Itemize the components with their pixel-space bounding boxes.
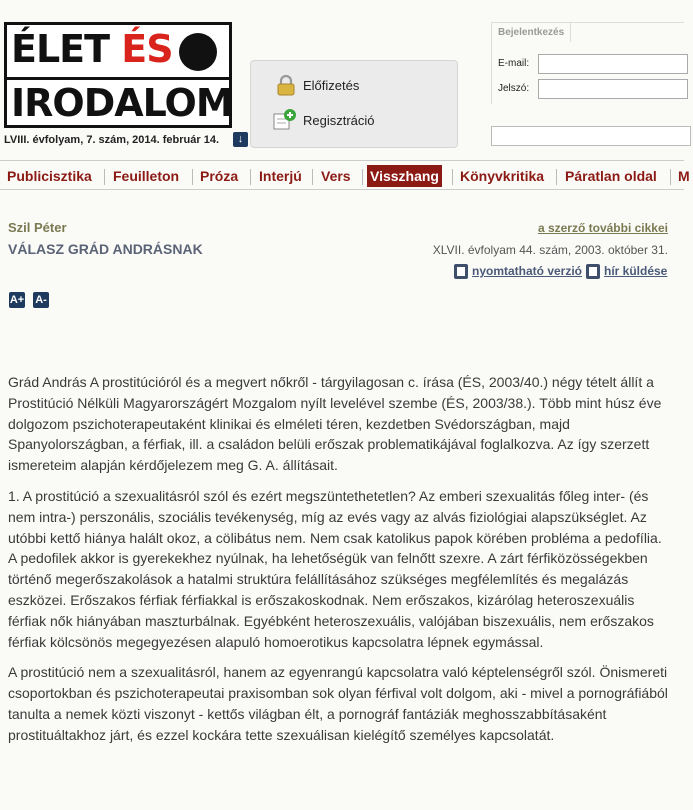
article-paragraph: A prostitúció nem a szexualitásról, hanem az egyenrangú kapcsolatra való képtelenségről szól. Önismereti csoportokban és pszichoterapeutai praxisomban sok olyan férfival volt dolgom, aki - mivel a pornográfiából tanulta a nemek közti viszonyt - kettős világban élt, a pornográf fantáziák meghosszabbításaként prostituáltakhoz járt, és ezzel kockára tette szexuálisan kielégítő személyes kapcsolatát. [8,664,668,743]
subscription-label: Előfizetés [303,78,360,93]
login-tab[interactable]: Bejelentkezés [492,23,571,42]
publication-info: XLVII. évfolyam 44. szám, 2003. október 31. [432,243,668,257]
article-body [8,372,670,756]
print-version-link[interactable]: nyomtatható verzió [472,264,583,278]
main-nav [0,160,690,190]
subscription-box [250,60,458,148]
nav-item-more[interactable]: M [678,168,690,184]
register-icon [273,109,297,131]
font-increase-button[interactable]: A+ [9,294,25,306]
logo-rule [7,77,229,80]
nav-separator [104,169,105,185]
nav-separator [556,169,557,185]
nav-separator [250,169,251,185]
issue-dropdown-arrow-icon[interactable]: ↓ [233,132,248,147]
lock-icon [275,74,297,96]
nav-separator [452,169,453,185]
send-news-link[interactable]: hír küldése [604,264,668,278]
nav-item-visszhang[interactable]: Visszhang [367,165,442,187]
nav-separator [670,169,671,185]
current-issue-label[interactable]: LVIII. évfolyam, 7. szám, 2014. február 14. [4,134,220,146]
logo-word-irodalom: IRODALOM [11,81,233,125]
email-label: E-mail: [498,58,530,69]
password-input[interactable] [538,79,688,99]
login-panel [491,22,684,104]
send-icon[interactable] [586,264,600,279]
password-label: Jelszó: [498,83,530,94]
nav-separator [312,169,313,185]
nav-item-interju[interactable]: Interjú [259,168,302,184]
subscription-link[interactable] [303,78,359,93]
nav-item-paratlan-oldal[interactable]: Páratlan oldal [565,168,657,184]
article-paragraph: Grád András A prostitúcióról és a megvert nőkről - tárgyilagosan c. írása (ÉS, 2003/40.) négy tételt állít a Prostitúció Nélküli Magyarországért Mozgalom nyílt levelével szembe (ÉS, 2003/38.). Több mint húsz éve dolgozom pszichoterapeutaként klinikai és elméleti téren, kezdetben Svédországban, majd Spanyolországban, a férfiak, ill. a családon belüli erőszak problematikájával foglalkozva. Az így szerzett ismereteim alapján kérdőjelezem meg G. A. állításait. [8,374,662,474]
nav-item-publicisztika[interactable]: Publicisztika [7,168,92,184]
font-decrease-button[interactable]: A- [33,292,49,308]
print-icon[interactable] [454,264,468,279]
logo-dot-icon [179,33,217,71]
nav-item-feuilleton[interactable]: Feuilleton [113,168,180,184]
article-paragraph: 1. A prostitúció a szexualitásról szól és ezért megszüntethetetlen? Az emberi szexualitás főleg inter- (és nem intra-) perszonális, szociális tevékenység, míg az evés vagy az alvás fiziológiai alapszükséglet. Az utóbbi kettő hiánya halált okoz, a cölibátus nem. Nem csak katolikus papok körében probléma a pedofília. A pedofilek akkor is gyerekekhez nyúlnak, ha lehetőségük van felnőtt szexre. A zárt férfiközösségekben történő megerőszakolások a hatalmi struktúra felállításához szükséges megfélemlítés és megalázás eszközei. Erőszakos férfiak férfiakkal is erőszakoskodnak. Nem erőszakos, kizárólag heteroszexuális férfiak nők hiányában maszturbálnak. Egyébként heteroszexuális, valójában biszexuális, nem erőszakos férfiak kölcsönös megegyezésen alapuló homoerotikus kapcsolatra lépnek egymással. [8,487,662,650]
email-input[interactable] [538,54,688,74]
more-by-author-link[interactable]: a szerző további cikkei [537,221,668,235]
site-logo[interactable] [4,22,232,128]
logo-top-line [11,27,173,71]
registration-link[interactable] [303,113,375,128]
logo-word-es: ÉS [121,27,173,71]
nav-item-proza[interactable]: Próza [200,168,239,184]
article-title: VÁLASZ GRÁD ANDRÁSNAK [8,241,203,257]
article-author[interactable]: Szil Péter [8,220,67,235]
registration-label: Regisztráció [303,113,375,128]
logo-word-elet: ÉLET [11,27,110,71]
nav-item-vers[interactable]: Vers [321,168,351,184]
nav-separator [362,169,363,185]
search-input[interactable] [491,126,691,146]
nav-separator [192,169,193,185]
nav-item-konyvkritika[interactable]: Könyvkritika [460,168,545,184]
